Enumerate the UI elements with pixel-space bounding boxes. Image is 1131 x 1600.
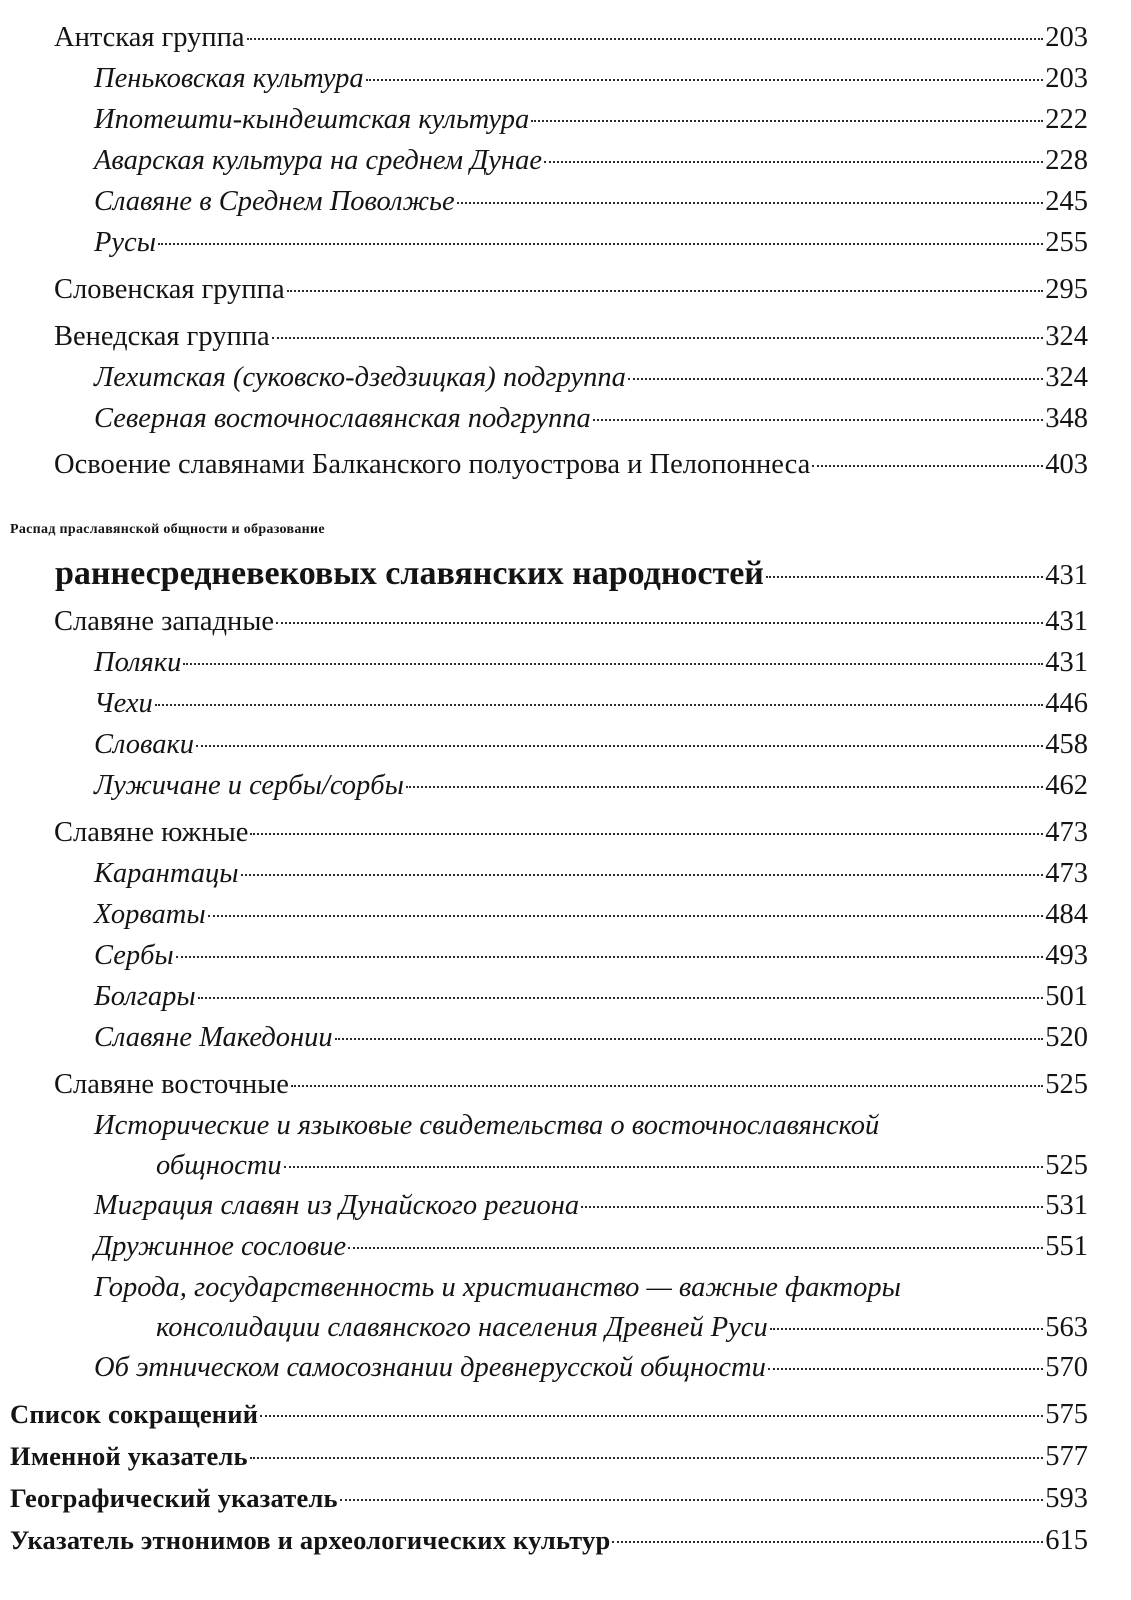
dot-leader: [155, 704, 1043, 706]
dot-leader: [250, 1457, 1044, 1459]
toc-entry-page-number: 493: [1045, 940, 1088, 971]
dot-leader: [766, 576, 1043, 578]
toc-entry[interactable]: [10, 684, 1088, 724]
dot-leader: [593, 419, 1044, 421]
toc-entry-title: Географический указатель: [10, 1483, 338, 1513]
toc-entry-title: Пеньковская культура: [94, 63, 364, 94]
toc-entry-page-number: 593: [1045, 1483, 1088, 1514]
toc-entry-title: Славяне в Среднем Поволжье: [94, 186, 455, 217]
toc-entry-title: Поляки: [94, 647, 182, 678]
toc-entry-title: общности: [156, 1150, 282, 1181]
toc-entry-page-number: 222: [1045, 104, 1088, 135]
toc-entry-page-number: 501: [1045, 981, 1088, 1012]
toc-entry[interactable]: [10, 1065, 1088, 1105]
toc-entry[interactable]: [10, 766, 1088, 806]
toc-entry-page-number: 458: [1045, 729, 1088, 760]
toc-entry-title: Лужичане и сербы/сорбы: [94, 770, 404, 801]
dot-leader: [241, 874, 1044, 876]
toc-entry-title: Русы: [94, 227, 157, 258]
toc-entry[interactable]: [10, 1436, 1088, 1477]
toc-entry-title: Ипотешти-кындештская культура: [94, 104, 530, 135]
toc-entry[interactable]: [10, 270, 1088, 310]
toc-entry-page-number: 228: [1045, 145, 1088, 176]
toc-entry-page-number: 531: [1045, 1190, 1088, 1221]
dot-leader: [812, 465, 1043, 467]
toc-entry-title: Славяне Македонии: [94, 1022, 333, 1053]
toc-entry[interactable]: [10, 854, 1088, 894]
toc-entry-title: раннесредневековых славянских народностей: [55, 555, 764, 592]
toc-entry-title: Болгары: [94, 981, 196, 1012]
dot-leader: [198, 997, 1044, 999]
dot-leader: [335, 1038, 1044, 1040]
toc-entry-title: Антская группа: [54, 22, 245, 53]
dot-leader: [406, 786, 1043, 788]
toc-entry[interactable]: [10, 445, 1088, 485]
dot-leader: [183, 663, 1043, 665]
toc-entry-page-number: 563: [1045, 1312, 1088, 1343]
toc-entry-page-number: 520: [1045, 1022, 1088, 1053]
dot-leader: [176, 956, 1044, 958]
toc-entry[interactable]: [10, 223, 1088, 263]
dot-leader: [260, 1415, 1043, 1417]
toc-entry-title-line1: Распад праславянской общности и образование: [10, 522, 325, 537]
toc-entry-page-number: 245: [1045, 186, 1088, 217]
toc-entry-page-number: 484: [1045, 899, 1088, 930]
dot-leader: [581, 1206, 1043, 1208]
toc-entry-page-number: 615: [1045, 1525, 1088, 1556]
dot-leader: [158, 243, 1043, 245]
toc-entry-page-number: 446: [1045, 688, 1088, 719]
toc-entry-title: Славяне западные: [54, 606, 275, 637]
toc-entry[interactable]: [10, 813, 1088, 853]
toc-entry-page-number: 525: [1045, 1150, 1088, 1181]
toc-entry[interactable]: [10, 182, 1088, 222]
toc-entry-title: Об этническом самосознании древнерусской общности: [94, 1352, 766, 1383]
toc-entry[interactable]: [10, 1348, 1088, 1388]
toc-entry-page-number: 324: [1045, 362, 1088, 393]
dot-leader: [196, 745, 1043, 747]
dot-leader: [247, 38, 1044, 40]
toc-entry-page-number: 577: [1045, 1441, 1088, 1472]
dot-leader: [770, 1328, 1044, 1330]
toc-entry-page-number: 473: [1045, 817, 1088, 848]
dot-leader: [531, 120, 1043, 122]
toc-entry-page-number: 203: [1045, 22, 1088, 53]
toc-entry-title: Именной указатель: [10, 1441, 248, 1471]
toc-entry[interactable]: [10, 59, 1088, 99]
toc-entry-title: Миграция славян из Дунайского региона: [94, 1190, 580, 1221]
toc-entry-title-line1: Исторические и языковые свидетельства о восточнославянской: [94, 1110, 880, 1141]
toc-entry-page-number: 431: [1045, 647, 1088, 678]
dot-leader: [272, 337, 1044, 339]
toc-entry-page-number: 203: [1045, 63, 1088, 94]
toc-entry[interactable]: [10, 936, 1088, 976]
toc-entry[interactable]: [10, 141, 1088, 181]
toc-entry[interactable]: [10, 1227, 1088, 1267]
toc-entry-page-number: 551: [1045, 1231, 1088, 1262]
toc-entry-page-number: 324: [1045, 321, 1088, 352]
toc-entry-page-number: 295: [1045, 274, 1088, 305]
toc-entry-title: Славяне южные: [54, 817, 249, 848]
dot-leader: [250, 833, 1043, 835]
toc-entry[interactable]: [10, 358, 1088, 398]
toc-entry[interactable]: [10, 725, 1088, 765]
toc-entry-page-number: 473: [1045, 858, 1088, 889]
dot-leader: [544, 161, 1043, 163]
toc-entry[interactable]: [10, 399, 1088, 439]
toc-entry[interactable]: [10, 1186, 1088, 1226]
dot-leader: [284, 1166, 1044, 1168]
toc-entry-page-number: 348: [1045, 403, 1088, 434]
toc-entry-title: Словаки: [94, 729, 195, 760]
toc-entry[interactable]: [10, 1268, 1088, 1348]
toc-entry-page-number: 431: [1045, 560, 1088, 591]
dot-leader: [291, 1085, 1043, 1087]
dot-leader: [768, 1368, 1043, 1370]
toc-entry[interactable]: [10, 100, 1088, 140]
toc-entry[interactable]: [10, 508, 1088, 598]
dot-leader: [612, 1541, 1043, 1543]
toc-entry[interactable]: [10, 1106, 1088, 1186]
toc-entry[interactable]: [10, 977, 1088, 1017]
dot-leader: [276, 622, 1043, 624]
dot-leader: [287, 290, 1044, 292]
toc-entry[interactable]: [10, 18, 1088, 58]
toc-entry[interactable]: [10, 1520, 1088, 1561]
toc-entry-title: Указатель этнонимов и археологических культур: [10, 1525, 611, 1555]
dot-leader: [366, 79, 1044, 81]
toc-entry-title: Аварская культура на среднем Дунае: [94, 145, 542, 176]
toc-entry-title: Карантацы: [94, 858, 239, 889]
toc-entry-title: Список сокращений: [10, 1399, 259, 1429]
toc-entry-title: Венедская группа: [54, 321, 270, 352]
dot-leader: [340, 1499, 1044, 1501]
toc-entry-title: Славяне восточные: [54, 1069, 289, 1100]
toc-entry-title: Чехи: [94, 688, 153, 719]
dot-leader: [628, 378, 1043, 380]
toc-entry[interactable]: [10, 895, 1088, 935]
toc-entry[interactable]: [10, 1478, 1088, 1519]
toc-entry-title: Освоение славянами Балканского полуострова и Пелопоннеса: [54, 449, 811, 480]
toc-entry[interactable]: [10, 1394, 1088, 1435]
toc-entry-title: Дружинное сословие: [94, 1231, 347, 1262]
toc-entry-page-number: 462: [1045, 770, 1088, 801]
toc-entry[interactable]: [10, 643, 1088, 683]
toc-entry-title: консолидации славянского населения Древней Руси: [156, 1312, 768, 1343]
toc-entry-title: Сербы: [94, 940, 174, 971]
toc-entry[interactable]: [10, 1018, 1088, 1058]
toc-entry-title: Хорваты: [94, 899, 206, 930]
toc-entry-page-number: 431: [1045, 606, 1088, 637]
toc-entry-title: Северная восточнославянская подгруппа: [94, 403, 591, 434]
dot-leader: [348, 1247, 1043, 1249]
toc-entry-page-number: 570: [1045, 1352, 1088, 1383]
dot-leader: [457, 202, 1044, 204]
toc-entry-page-number: 575: [1045, 1399, 1088, 1430]
toc-entry-title: Лехитская (суковско-дзедзицкая) подгруппа: [94, 362, 626, 393]
toc-entry-title: Словенская группа: [54, 274, 285, 305]
toc-entry[interactable]: [10, 317, 1088, 357]
toc-entry[interactable]: [10, 602, 1088, 642]
toc-entry-page-number: 525: [1045, 1069, 1088, 1100]
toc-entry-page-number: 255: [1045, 227, 1088, 258]
toc-entry-page-number: 403: [1045, 449, 1088, 480]
toc-entry-title-line1: Города, государственность и христианство — важные факторы: [94, 1272, 901, 1303]
dot-leader: [208, 915, 1044, 917]
